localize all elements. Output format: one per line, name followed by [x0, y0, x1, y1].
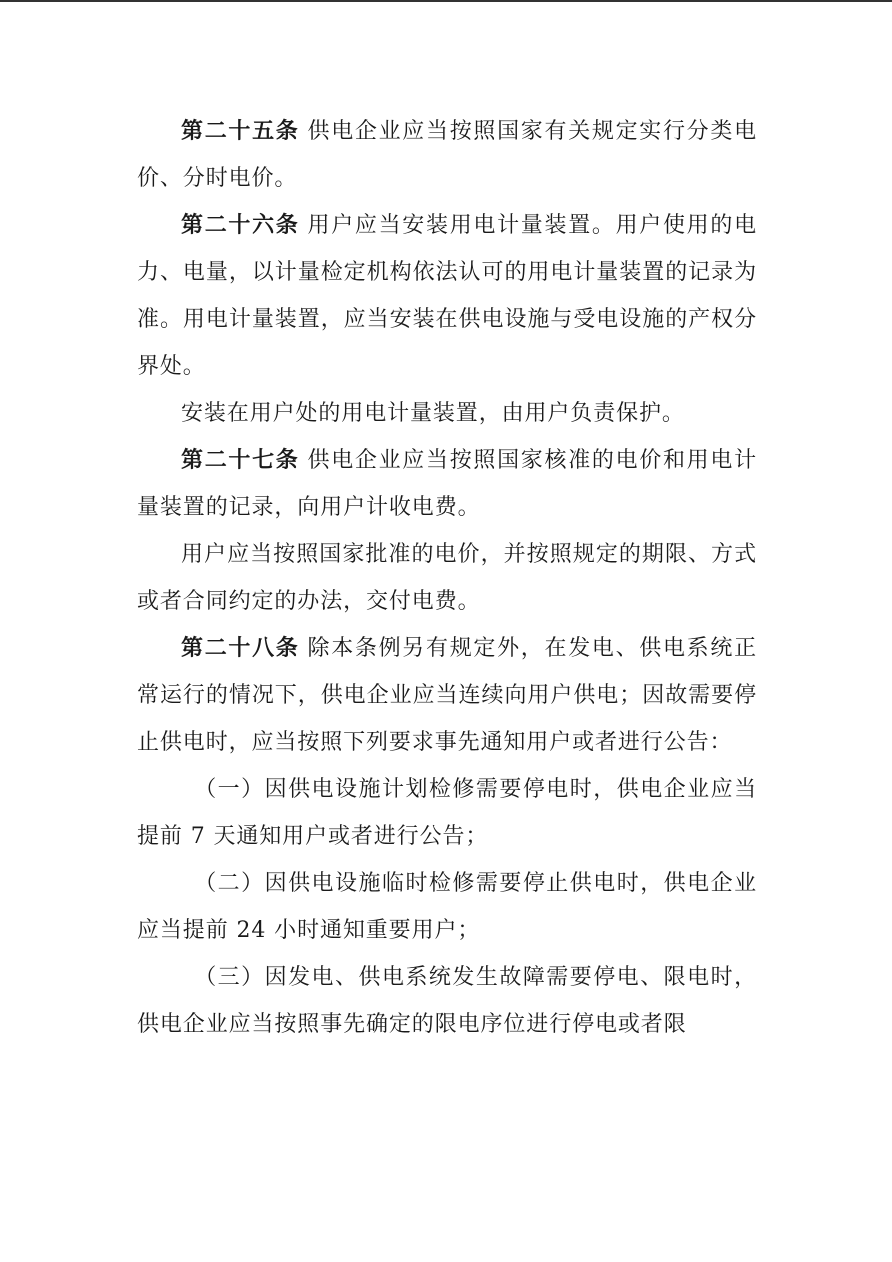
article-28-item-1 [137, 766, 757, 860]
paragraph-text: 用户应当安装用电计量装置。用户使用的电力、电量，以计量检定机构依法认可的用电计量装置的记录为准。用电计量装置，应当安装在供电设施与受电设施的产权分界处。 [137, 213, 757, 379]
article-number: 第二十七条 [181, 447, 300, 473]
article-27-subparagraph [137, 531, 757, 625]
article-25-paragraph [137, 108, 757, 202]
paragraph-text: （二）因供电设施临时检修需要停止供电时，供电企业应当提前 24 小时通知重要用户； [137, 871, 757, 943]
paragraph-text: 供电企业应当按照国家有关规定实行分类电价、分时电价。 [137, 119, 757, 191]
page-top-border [0, 0, 892, 2]
article-28-paragraph [137, 625, 757, 766]
paragraph-text: 供电企业应当按照国家核准的电价和用电计量装置的记录，向用户计收电费。 [137, 448, 757, 520]
paragraph-text: 除本条例另有规定外，在发电、供电系统正常运行的情况下，供电企业应当连续向用户供电；因故需要停止供电时，应当按照下列要求事先通知用户或者进行公告： [137, 636, 757, 755]
article-number: 第二十六条 [181, 212, 300, 238]
article-28-item-3 [137, 954, 757, 1048]
document-page [137, 108, 757, 1048]
paragraph-text: 安装在用户处的用电计量装置，由用户负责保护。 [181, 401, 685, 426]
article-number: 第二十八条 [181, 635, 300, 661]
article-number: 第二十五条 [181, 118, 300, 144]
paragraph-text: （一）因供电设施计划检修需要停电时，供电企业应当提前 7 天通知用户或者进行公告； [137, 777, 757, 849]
paragraph-text: 用户应当按照国家批准的电价，并按照规定的期限、方式或者合同约定的办法，交付电费。 [137, 542, 757, 614]
article-28-item-2 [137, 860, 757, 954]
article-26-subparagraph [137, 390, 757, 437]
paragraph-text: （三）因发电、供电系统发生故障需要停电、限电时，供电企业应当按照事先确定的限电序位进行停电或者限 [137, 965, 757, 1037]
article-26-paragraph [137, 202, 757, 390]
article-27-paragraph [137, 437, 757, 531]
